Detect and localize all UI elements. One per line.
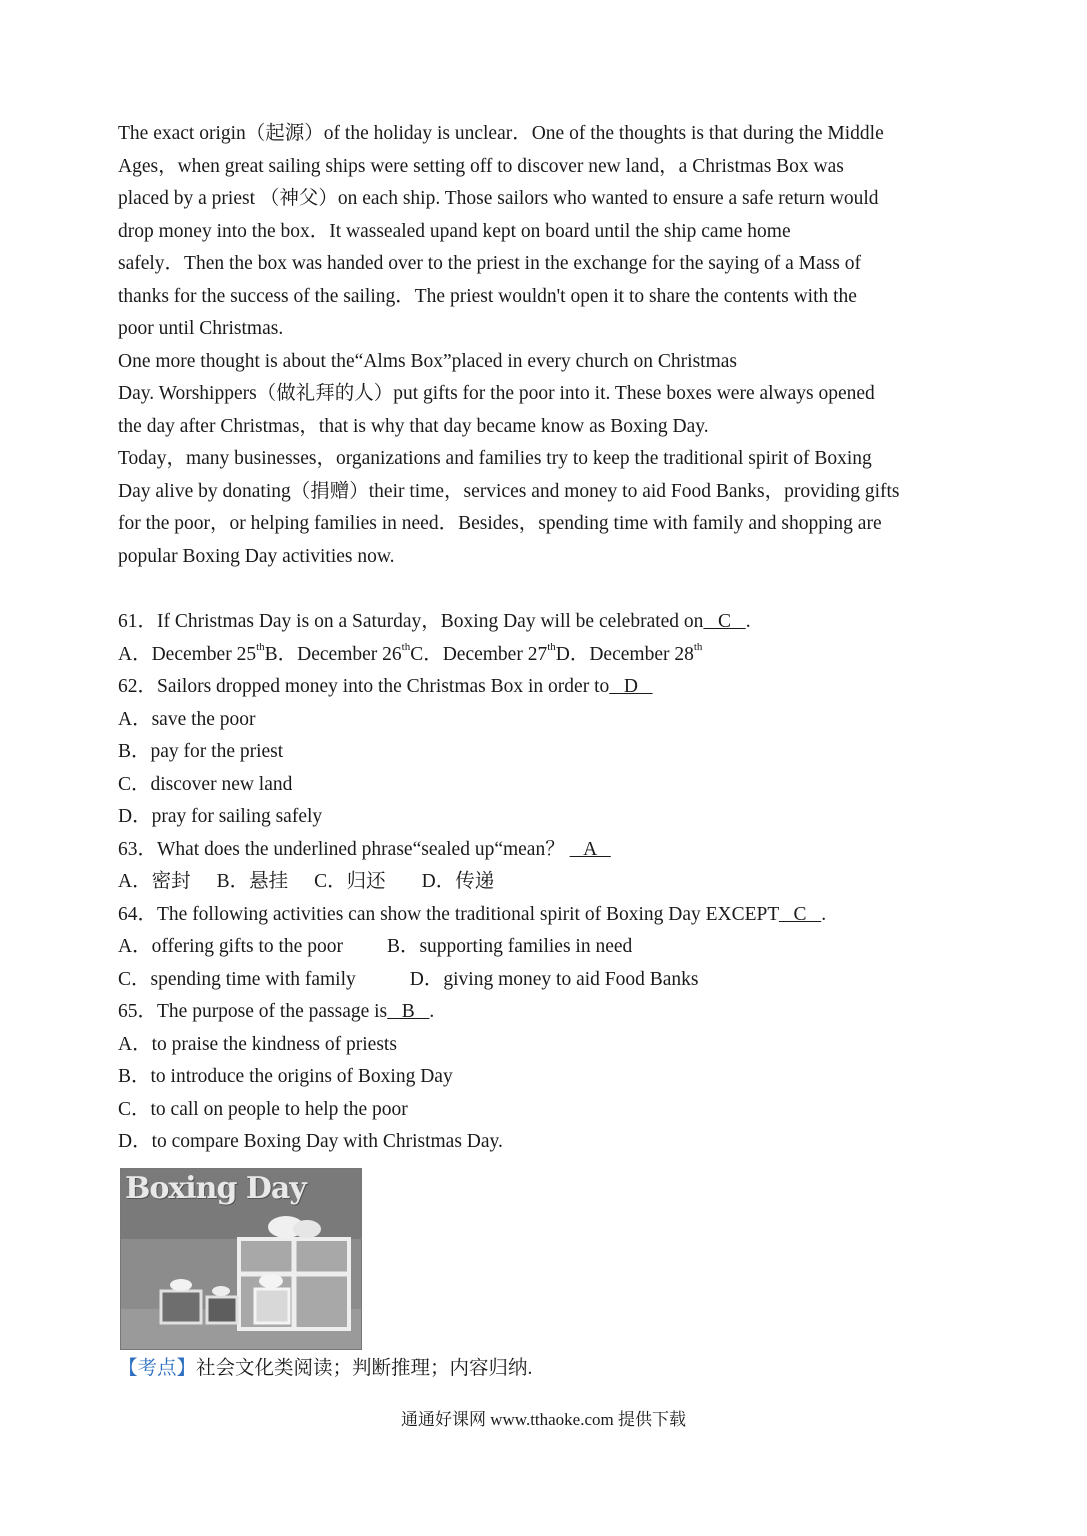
question-61 [118,606,978,639]
passage-line: Day. Worshippers（做礼拜的人）put gifts for the poor into it. These boxes were always opened [118,383,875,404]
option-b: B．December 26 [264,643,402,665]
passage-line: the day after Christmas，that is why that day became know as Boxing Day. [118,415,709,437]
question-64 [118,899,978,932]
ordinal-suffix: th [401,641,411,653]
passage-line: Day alive by donating（捐赠）their time，services and money to aid Food Banks，providing gifts [118,480,900,502]
passage-line: safely．Then the box was handed over to the priest in the exchange for the saying of a Mass of [118,253,861,274]
passage-line: Today，many businesses，organizations and families try to keep the traditional spirit of Boxing [118,448,872,469]
passage-line: Ages，when great sailing ships were setting off to discover new land，a Christmas Box was [118,155,844,177]
question-stem: 62．Sailors dropped money into the Christmas Box in order to [118,676,610,697]
answer-blank: B [387,1001,430,1022]
question-stem: 64．The following activities can show the traditional spirit of Boxing Day EXCEPT [118,903,779,925]
punctuation: . [745,611,751,632]
option-c: C．spending time with family [118,968,356,990]
ordinal-suffix: th [547,641,556,653]
ordinal-suffix: th [693,641,703,653]
option-c: C．discover new land [118,773,293,795]
answer-blank: A [569,838,611,860]
answer-blank: C [778,903,822,925]
option-b: B．pay for the priest [118,741,284,762]
option-d: D．传递 [421,871,495,892]
punctuation: . [821,903,827,925]
passage-line: drop money into the box．It wassealed upand kept on board until the ship came home [118,220,791,242]
answer-blank: D [609,676,653,697]
passage-line: thanks for the success of the sailing．The priest wouldn't open it to share the contents with the [118,285,857,307]
question-64-options-ab [118,931,978,964]
option-b: B．悬挂 [216,871,289,892]
page-footer: 通通好课网 www.tthaoke.com 提供下载 [400,1410,687,1429]
reading-passage [118,118,978,573]
question-64-options-cd [118,964,978,997]
passage-line: One more thought is about the“Alms Box”placed in every church on Christmas [118,350,737,372]
option-b: B．to introduce the origins of Boxing Day [118,1066,453,1087]
option-a: A．密封 [118,871,191,892]
question-65 [118,996,978,1029]
option-d: D．to compare Boxing Day with Christmas Day. [118,1131,503,1152]
question-stem: 63．What does the underlined phrase“sealed up“mean？ [118,838,570,860]
question-stem: 61．If Christmas Day is on a Saturday，Boxing Day will be celebrated on [118,611,704,632]
boxing-day-image [120,1168,362,1350]
passage-line: for the poor，or helping families in need．Besides，spending time with family and shopping are [118,513,882,534]
question-63-options [118,866,978,899]
option-d: D．giving money to aid Food Banks [409,968,699,990]
image-title-text: Boxing Day [125,1171,306,1206]
question-stem: 65．The purpose of the passage is [118,1001,388,1022]
option-b: B．supporting families in need [386,936,633,957]
option-a: A．December 25 [118,643,257,665]
option-a: A．offering gifts to the poor [118,936,343,957]
exam-point [118,1353,532,1385]
passage-line: The exact origin（起源）of the holiday is unclear．One of the thoughts is that during the Middle [118,123,884,144]
passage-line: popular Boxing Day activities now. [118,545,395,567]
question-62 [118,671,978,704]
exam-point-text: 社会文化类阅读；判断推理；内容归纳. [196,1358,533,1379]
option-a: A．to praise the kindness of priests [118,1033,397,1055]
passage-line: placed by a priest （神父）on each ship. Those sailors who wanted to ensure a safe return would [118,188,879,209]
option-c: C．归还 [314,871,386,892]
option-a: A．save the poor [118,708,256,730]
question-61-options [118,639,978,672]
exam-point-label: 【考点】 [118,1358,197,1379]
option-d: D．pray for sailing safely [118,806,323,827]
question-list [118,606,978,1159]
ordinal-suffix: th [256,641,265,653]
option-c: C．to call on people to help the poor [118,1098,408,1120]
option-c: C．December 27 [410,643,548,665]
punctuation: . [429,1001,435,1022]
option-d: D．December 28 [555,643,694,665]
passage-line: poor until Christmas. [118,318,284,339]
question-63 [118,834,978,867]
answer-blank: C [703,611,746,632]
